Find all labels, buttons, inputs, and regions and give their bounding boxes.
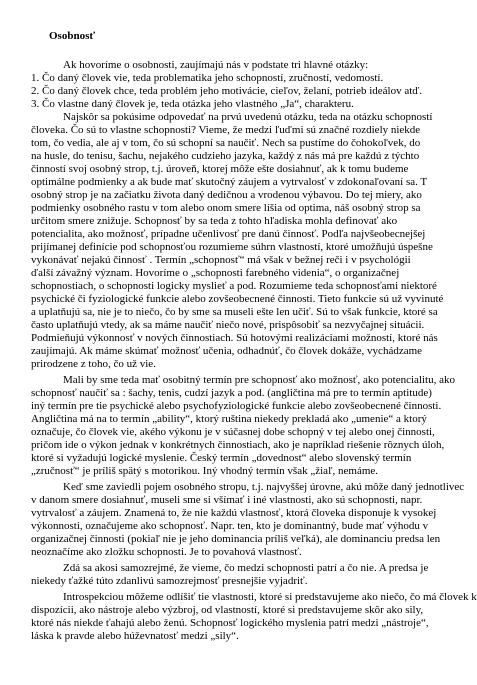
text-line: optimálne podmienky a ak bude mať skutočný záujem a vytrvalosť v zdokonaľovaní sa. T [31,176,428,188]
text-line: prirodzene z toho, čo už vie. [31,358,156,370]
page-title: Osobnosť [49,30,96,42]
text-line: vytrvalosť a záujem. Znamená to, že nie každú vlastnosť, ktorá človeka disponuje k vysokej [31,507,437,519]
text-line: osobný strop je na začiatku života daný dedičnou a vrodenou výbavou. Do tej miery, ako [31,189,422,201]
text-line: činností svoj osobný strop, t.j. úroveň, ktorej môže ešte dosiahnuť, ak k tomu budeme [31,163,409,175]
text-line: „zručnosť“ je príliš spätý s motorikou. Iný vhodný termín však „žiaľ, nemáme. [31,465,379,477]
text-line: často uplatňujú vtedy, ak sa máme naučiť niečo nové, prispôsobiť sa nezvyčajnej situácii. [31,319,425,331]
text-line: ďalší závažný význam. Hovoríme o „schopnosti farebného videnia“, o organizačnej [31,267,400,279]
text-line: vykonávať nejakú činnosť . Termín „schopnosť“ má však v bežnej reči i v psychológii [31,254,411,266]
text-line: na husle, do tenisu, šachu, nejakého cudzieho jazyka, každý z nás má pre každú z týchto [31,150,420,162]
text-line: zaujímajú. Ak máme skúmať možnosť učenia, odhadnúť, čo človek dokáže, vychádzame [31,345,423,357]
text-line: organizačnej činnosti (pokiaľ nie je jeho dominancia príliš veľká), ale dominanciu predsa len [31,533,441,545]
text-line: láska k pravde alebo húževnatosť medzi „sily“. [31,630,239,642]
text-line: Podmieňujú výkonnosť v nových činnostiach. Sú hotovými realizáciami možností, ktoré nás [31,332,438,344]
text-line: dispozícii, ako nástroje alebo výzbroj, od vlastností, ktoré si predstavujeme skôr ako sily, [31,604,424,616]
text-line: pričom ide o výkon jednak v konkrétnych činnostiach, ako je napríklad riešenie rôznych úloh, [31,439,445,451]
text-line: a uplatňujú sa, nie je to niečo, čo by sme sa museli ešte len učiť. Sú to však funkcie, ktoré sa [31,306,438,318]
text-line: Ak hovoríme o osobnosti, zaujímajú nás v podstate tri hlavné otázky: [63,59,369,71]
text-line: neoznačíme ako zložku schopnosti. Je to povahová vlastnosť. [31,546,302,558]
text-line: Zdá sa akosi samozrejmé, že vieme, čo medzi schopnosti patrí a čo nie. A predsa je [63,562,429,574]
text-line: Mali by sme teda mať osobitný termín pre schopnosť ako možnosť, ako potencialitu, ako [63,374,455,386]
text-line: Angličtina má na to termín „ability“, ktorý ruština niekedy prekladá ako „umenie“ a ktorý [31,413,427,425]
text-line: iný termín pre tie psychické alebo psychofyziologické funkcie alebo zovšeobecnené činnosti. [31,400,442,412]
text-line: človeka. Čo sú to vlastne schopnosti? Vieme, že medzi ľuďmi sú značné rozdiely niekde [31,124,421,136]
text-line: výkonnosti, označujeme ako schopnosť. Napr. ten, kto je dominantný, bude mať výhodu v [31,520,429,532]
text-line: podmienky osobného rastu v tom alebo onom smere líšia od optima, náš osobný strop sa [31,202,421,214]
text-line: v danom smere dosiahnuť, museli sme si všímať i iné vlastnosti, ako sú schopnosti, napr. [31,494,423,506]
text-line: schopnosť naučiť sa : šachy, tenis, cudzí jazyk a pod. (angličtina má pre to termín aptitude) [31,387,432,399]
text-line: 3. Čo vlastne daný človek je, teda otázka jeho vlastného „Ja“, charakteru. [31,98,354,110]
text-line: Najskôr sa pokúsime odpovedať na prvú uvedenú otázku, teda na otázku schopností [63,111,433,123]
text-line: schopnostiach, o schopnosti logicky myslieť a pod. Rozumieme teda schopnosťami niektoré [31,280,437,292]
text-line: Introspekciou môžeme odlíšiť tie vlastnosti, ktoré si predstavujeme ako niečo, čo má človek k [63,591,477,603]
text-line: označuje, čo človek vie, akého výkonu je v súčasnej dobe schopný v tej alebo onej činnosti, [31,426,435,438]
text-line: ktoré si vyžadujú logické myslenie. Český termín „dovednost“ alebo slovenský termín [31,452,412,464]
text-line: prijímanej definície pod schopnosťou rozumieme súhrn vlastností, ktoré umožňujú úspešne [31,241,433,253]
text-line: psychické či fyziologické funkcie alebo zovšeobecnené činnosti. Tieto funkcie sú už vyvinuté [31,293,444,305]
text-line: potencialita, ako možnosť, prípadne učenlivosť pre danú činnosť. Podľa najvšeobecnejšej [31,228,426,240]
text-line: Keď sme zaviedli pojem osobného stropu, t.j. najvyššej úrovne, akú môže daný jednotlivec [63,481,465,493]
text-line: ktoré nás niekde ťahajú alebo ženú. Schopnosť logického myslenia patrí medzi „nástroje“, [31,617,429,629]
text-line: 2. Čo daný človek chce, teda problém jeho motivácie, cieľov, želaní, potrieb ideálov atď. [31,85,423,97]
text-line: určitom smere znižuje. Schopnosť by sa teda z tohto hľadiska mohla definovať ako [31,215,398,227]
text-line: tom, čo vedia, ale aj v tom, čo sú schopní sa naučiť. Nech sa pustíme do čohokoľvek, do [31,137,421,149]
text-line: niekedy ťažké túto zdanlivú samozrejmosť presnejšie vyjadriť. [31,575,308,587]
text-line: 1. Čo daný človek vie, teda problematika jeho schopností, zručností, vedomostí. [31,72,384,84]
